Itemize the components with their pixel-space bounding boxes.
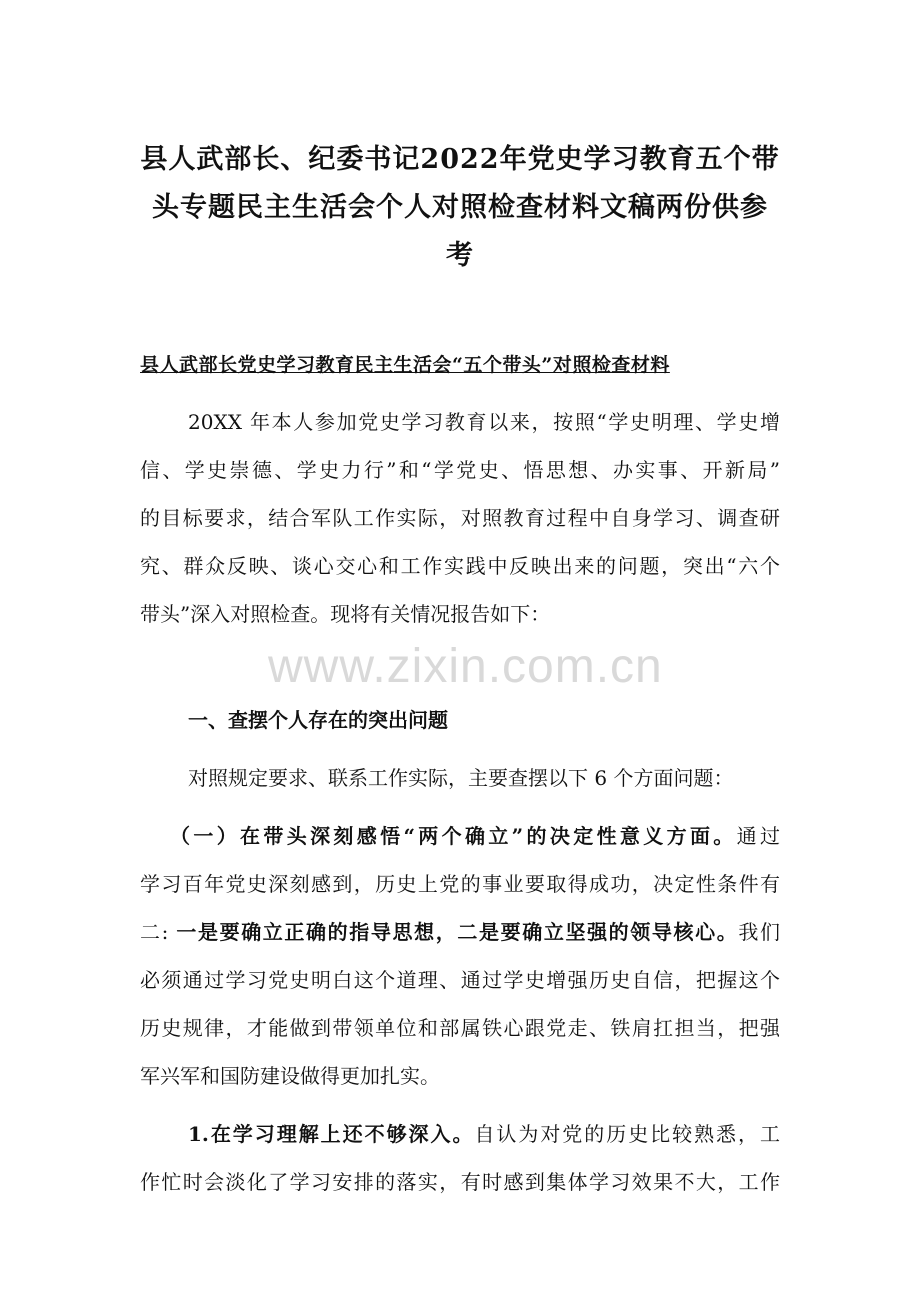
text: 通过 bbox=[736, 824, 781, 848]
text-line bbox=[140, 812, 780, 860]
paragraph-overview: 对照规定要求、联系工作实际，主要查摆以下 6 个方面问题： bbox=[188, 766, 734, 790]
text-line: 学习百年党史深刻感到，历史上党的事业要取得成功，决定性条件有 bbox=[140, 872, 780, 896]
paragraph-intro bbox=[140, 398, 780, 638]
text: 自认为对党的历史比较熟悉，工 bbox=[474, 1122, 780, 1146]
section-subheading: 县人武部长党史学习教育民主生活会“五个带头”对照检查材料 bbox=[140, 354, 670, 376]
document-title bbox=[120, 136, 800, 280]
text-line: 的目标要求，结合军队工作实际，对照教育过程中自身学习、调查研 bbox=[140, 506, 780, 530]
text-line: 军兴军和国防建设做得更加扎实。 bbox=[140, 1064, 440, 1088]
title-line: 头专题民主生活会个人对照检查材料文稿两份供参 bbox=[152, 192, 768, 223]
bold-text: 一是要确立正确的指导思想，二是要确立坚强的领导核心。 bbox=[176, 920, 739, 944]
heading-1 bbox=[140, 696, 780, 744]
paragraph-item-1 bbox=[140, 1110, 780, 1206]
document-body bbox=[140, 398, 780, 1206]
text-line: 带头”深入对照检查。现将有关情况报告如下： bbox=[140, 602, 551, 626]
title-line: 考 bbox=[446, 240, 474, 271]
heading-text: 一、查摆个人存在的突出问题 bbox=[188, 708, 448, 732]
text-line: 信、学史崇德、学史力行”和“学党史、悟思想、办实事、开新局” bbox=[140, 458, 780, 482]
text: 我们 bbox=[738, 920, 781, 944]
text-line bbox=[140, 908, 780, 956]
paragraph-section-1 bbox=[140, 812, 780, 1100]
text-line: 必须通过学习党史明白这个道理、通过学史增强历史自信，把握这个 bbox=[140, 968, 780, 992]
text-line: 历史规律，才能做到带领单位和部属铁心跟党走、铁肩扛担当，把强 bbox=[140, 1016, 780, 1040]
bold-text: 1.在学习理解上还不够深入。 bbox=[188, 1122, 475, 1146]
text-line: 究、群众反映、谈心交心和工作实践中反映出来的问题，突出“六个 bbox=[140, 554, 780, 578]
text: 二: bbox=[140, 920, 177, 944]
text-line: 20XX 年本人参加党史学习教育以来，按照“学史明理、学史增 bbox=[188, 410, 780, 434]
title-line: 县人武部长、纪委书记2022年党史学习教育五个带 bbox=[140, 144, 780, 175]
text-line: 作忙时会淡化了学习安排的落实，有时感到集体学习效果不大，工作 bbox=[140, 1170, 780, 1194]
text-line bbox=[140, 1110, 780, 1158]
watermark: www.zixin.com.cn bbox=[268, 640, 663, 693]
bold-text: （一）在带头深刻感悟“两个确立”的决定性意义方面。 bbox=[170, 824, 737, 848]
